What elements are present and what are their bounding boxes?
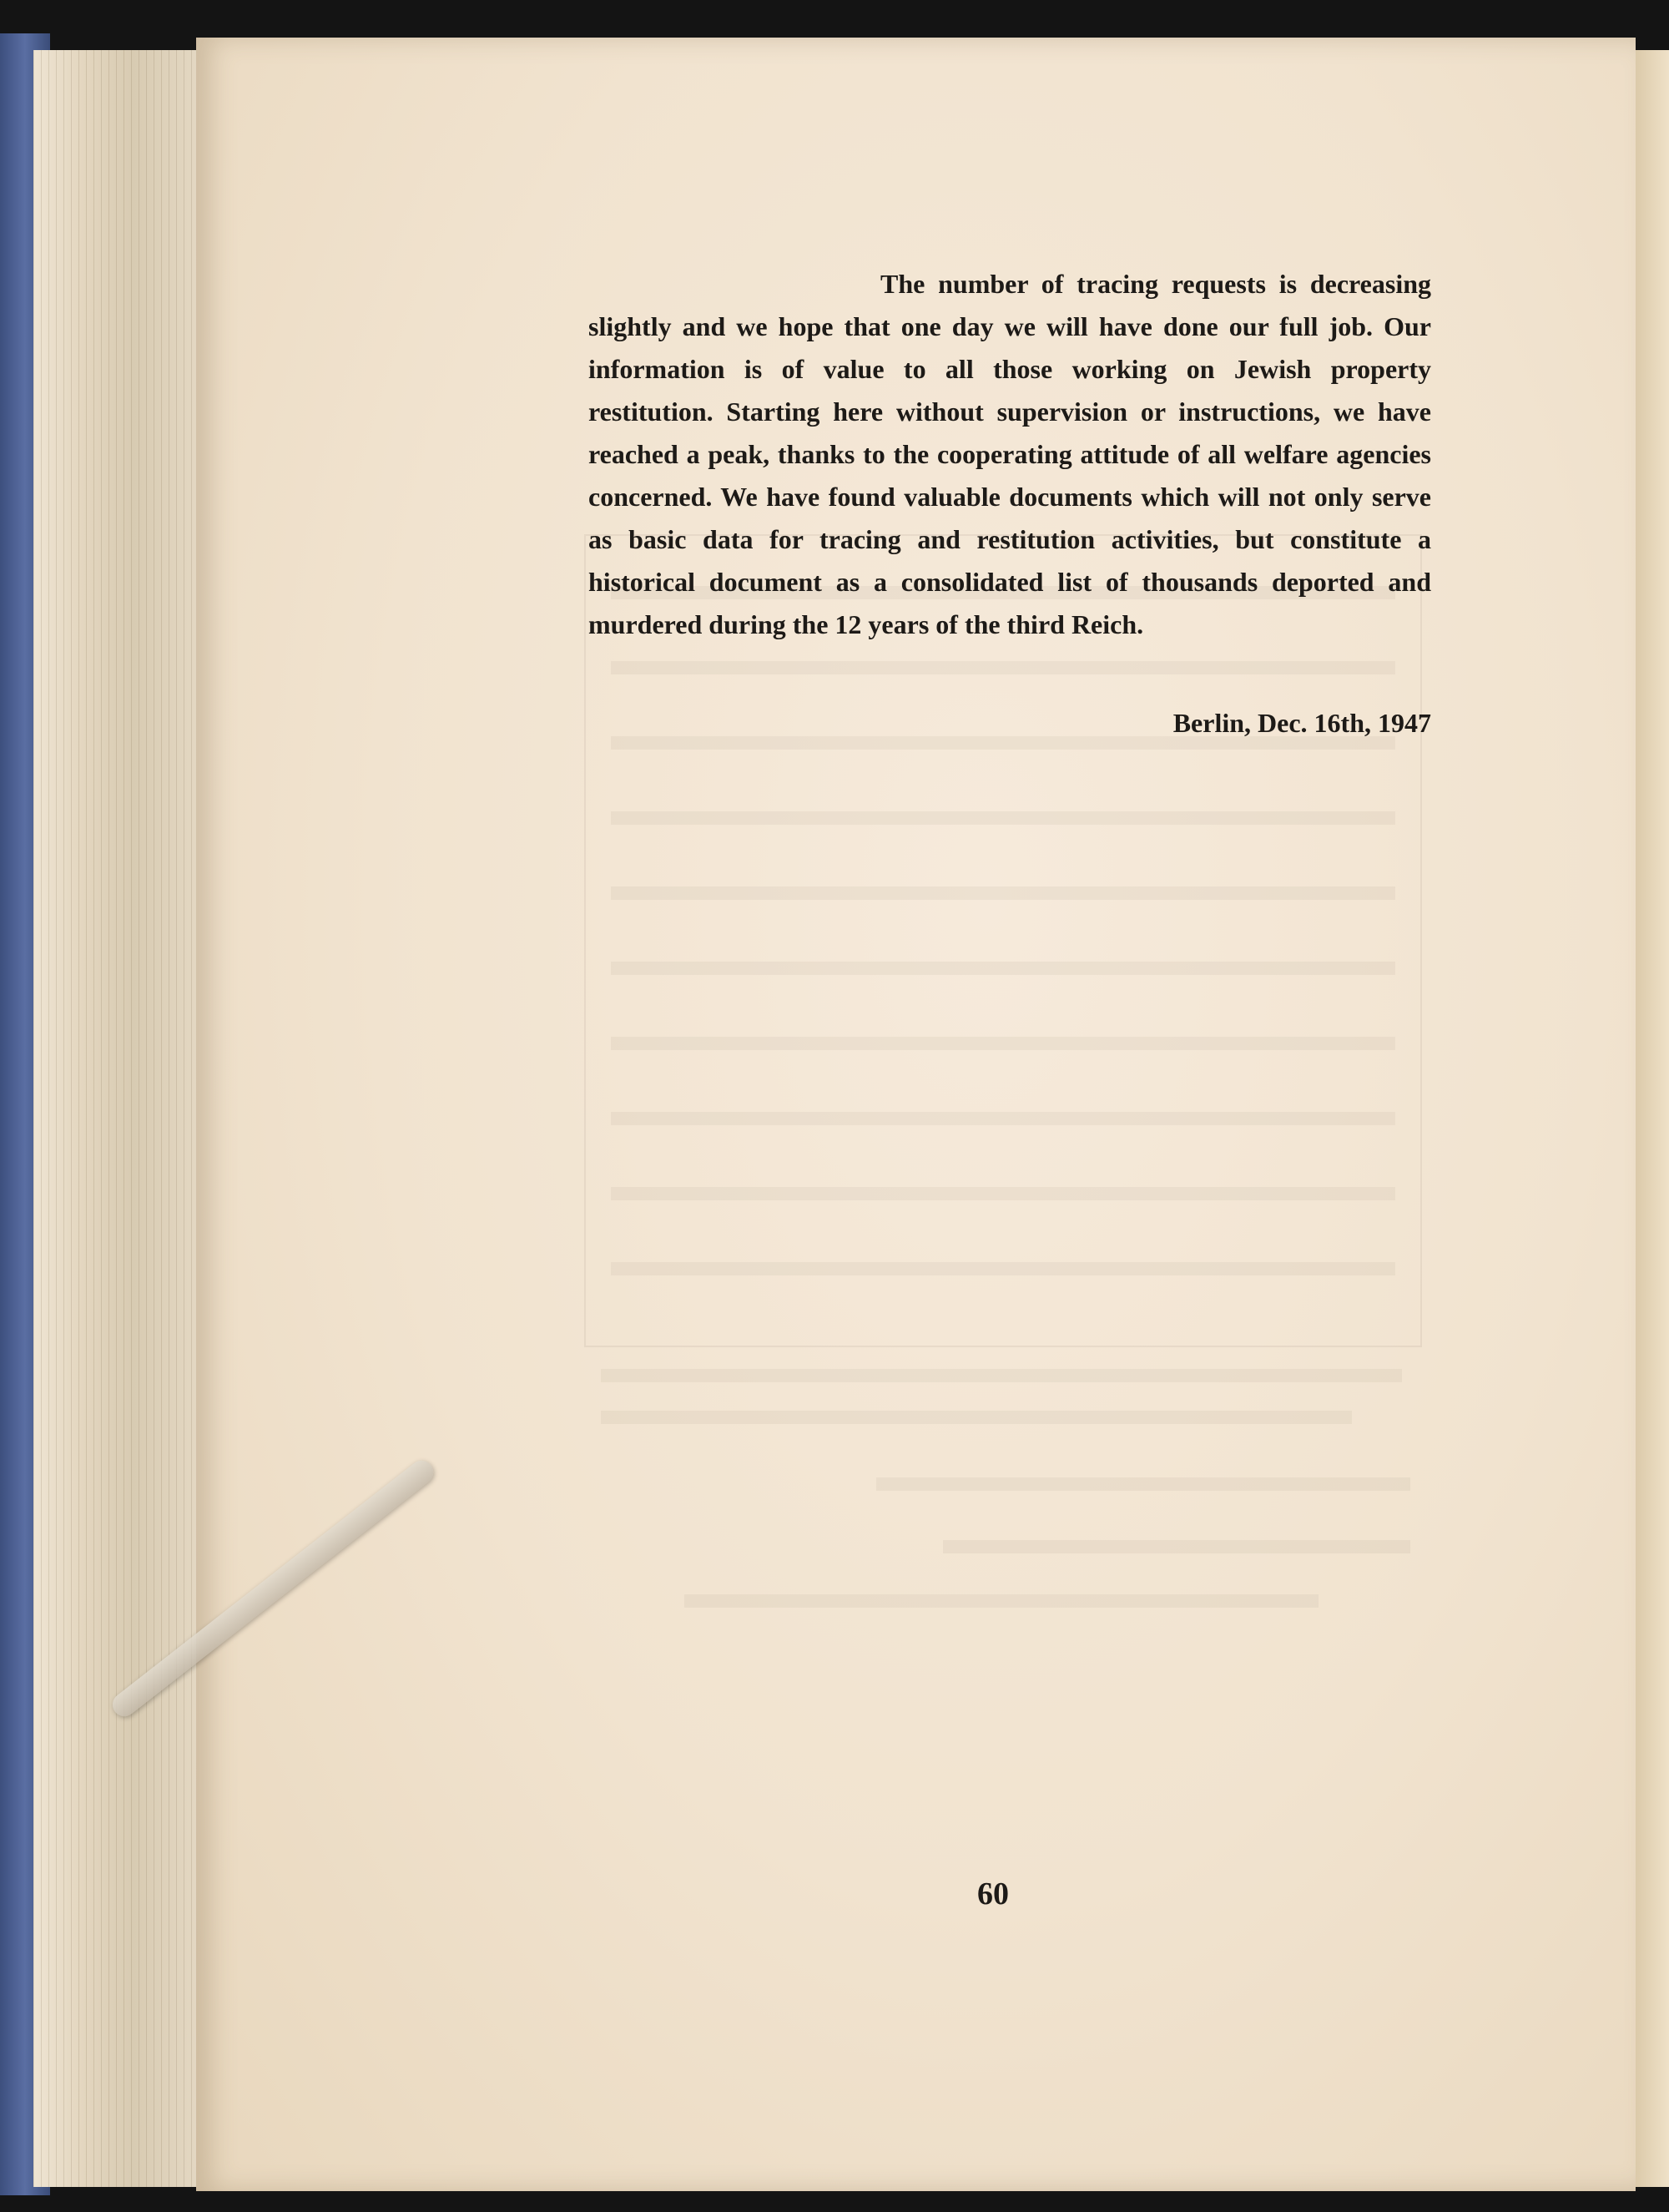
bleed-through-table xyxy=(584,534,1422,1347)
facing-page-edge xyxy=(1631,50,1669,2187)
body-paragraph: The number of tracing requests is decreasing slightly and we hope that one day we will have done our full job. Our information is of value to all those working on Jewish property restitution. Starting here without supervision or instructions, we have reached a peak, thanks to the cooperating attitude of all welfare agencies concerned. We have found valuable documents which will not only serve as basic data for tracing and restitution activities, but constitute a historical document as a consolidated list of thousands deported and murdered during the 12 years of the third Reich. xyxy=(588,269,1431,639)
page-edges xyxy=(33,50,202,2187)
bleed-through-text xyxy=(584,1361,1419,1611)
signature-line: Berlin, Dec. 16th, 1947 xyxy=(1172,708,1431,738)
body-text xyxy=(588,263,1431,646)
page-number: 60 xyxy=(977,1876,1009,1912)
